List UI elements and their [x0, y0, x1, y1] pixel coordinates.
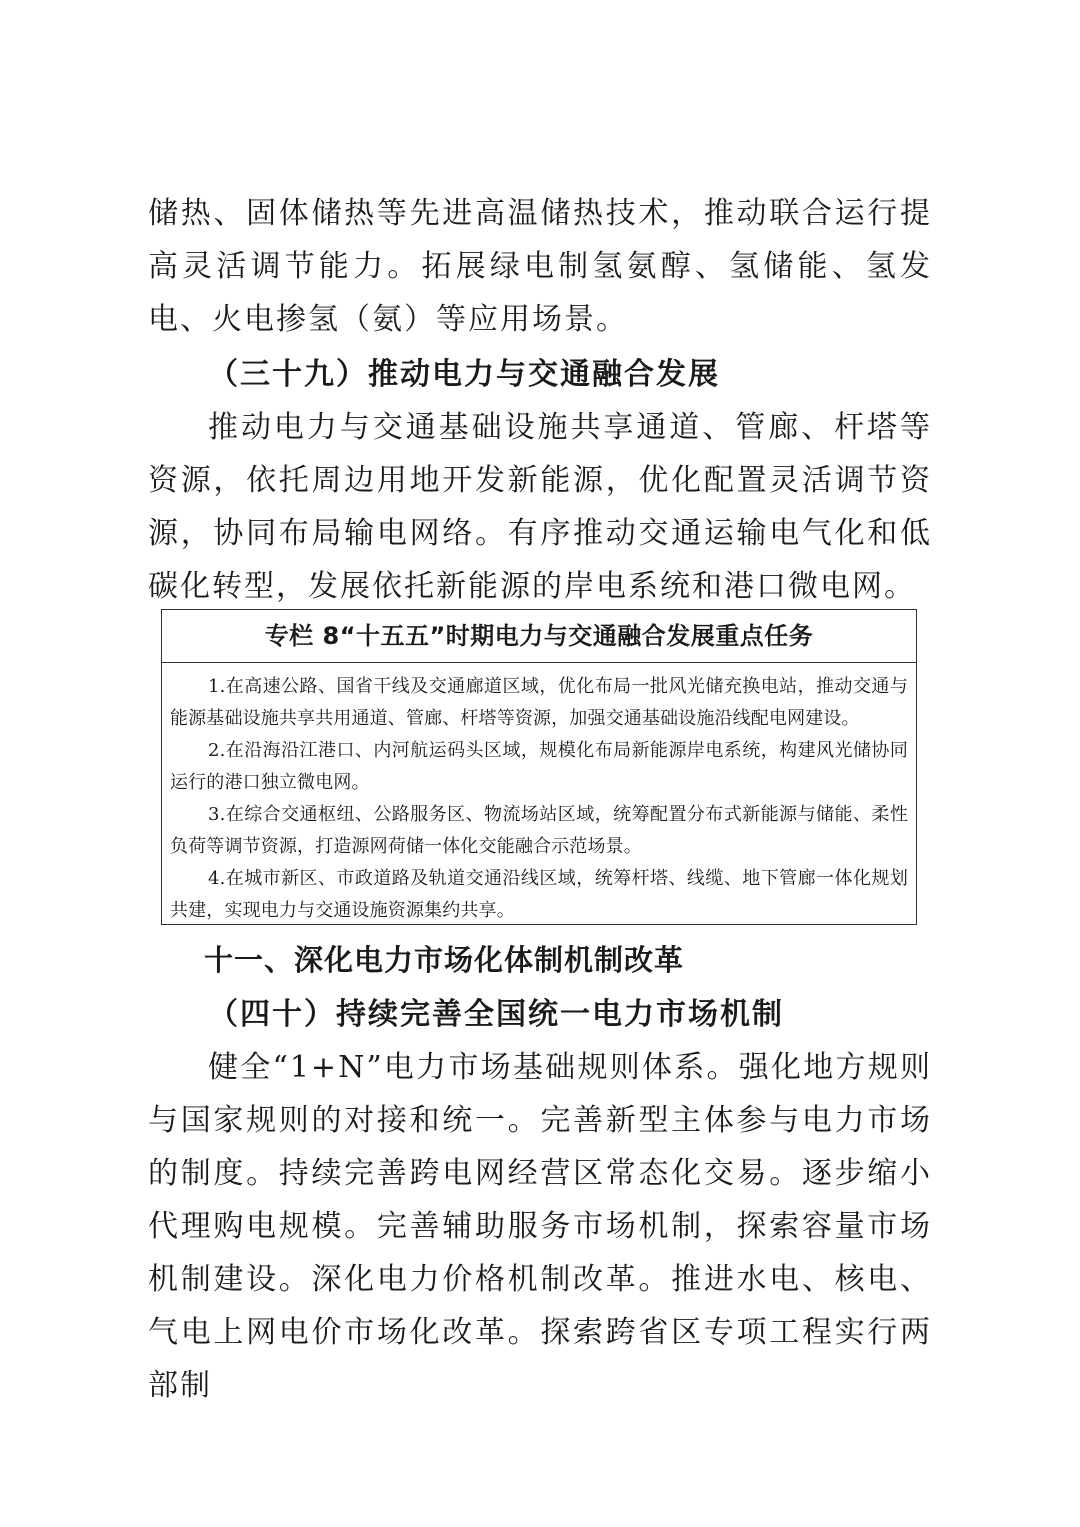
- paragraph-energy-storage: 储热、固体储热等先进高温储热技术，推动联合运行提高灵活调节能力。拓展绿电制氢氨醇、氢储能、氢发电、火电掺氢（氨）等应用场景。: [148, 196, 932, 337]
- column-box-title: 专栏 8“十五五”时期电力与交通融合发展重点任务: [162, 610, 916, 663]
- section-heading-11: 十一、深化电力市场化体制机制改革: [204, 943, 685, 977]
- column-box-8: [161, 609, 917, 925]
- column-item-3: 3.在综合交通枢纽、公路服务区、物流场站区域，统筹配置分布式新能源与储能、柔性负荷等调节资源，打造源网荷储一体化交能融合示范场景。: [170, 804, 908, 857]
- column-box-body: [162, 663, 916, 927]
- subsection-heading-40: （四十）持续完善全国统一电力市场机制: [208, 997, 784, 1032]
- column-item-2: 2.在沿海沿江港口、内河航运码头区域，规模化布局新能源岸电系统，构建风光储协同运行的港口独立微电网。: [170, 740, 908, 793]
- column-item-1: 1.在高速公路、国省干线及交通廊道区域，优化布局一批风光储充换电站，推动交通与能源基础设施共享共用通道、管廊、杆塔等资源，加强交通基础设施沿线配电网建设。: [170, 676, 908, 729]
- column-item-4: 4.在城市新区、市政道路及轨道交通沿线区域，统筹杆塔、线缆、地下管廊一体化规划共建，实现电力与交通设施资源集约共享。: [170, 868, 908, 921]
- paragraph-power-transport: 推动电力与交通基础设施共享通道、管廊、杆塔等资源，依托周边用地开发新能源，优化配置灵活调节资源，协同布局输电网络。有序推动交通运输电气化和低碳化转型，发展依托新能源的岸电系统和港口微电网。: [148, 410, 932, 604]
- subsection-heading-39: （三十九）推动电力与交通融合发展: [208, 357, 720, 392]
- paragraph-electricity-market: 健全“1+N”电力市场基础规则体系。强化地方规则与国家规则的对接和统一。完善新型主体参与电力市场的制度。持续完善跨电网经营区常态化交易。逐步缩小代理购电规模。完善辅助服务市场机制，探索容量市场机制建设。深化电力价格机制改革。推进水电、核电、气电上网电价市场化改革。探索跨省区专项工程实行两部制: [148, 1050, 932, 1403]
